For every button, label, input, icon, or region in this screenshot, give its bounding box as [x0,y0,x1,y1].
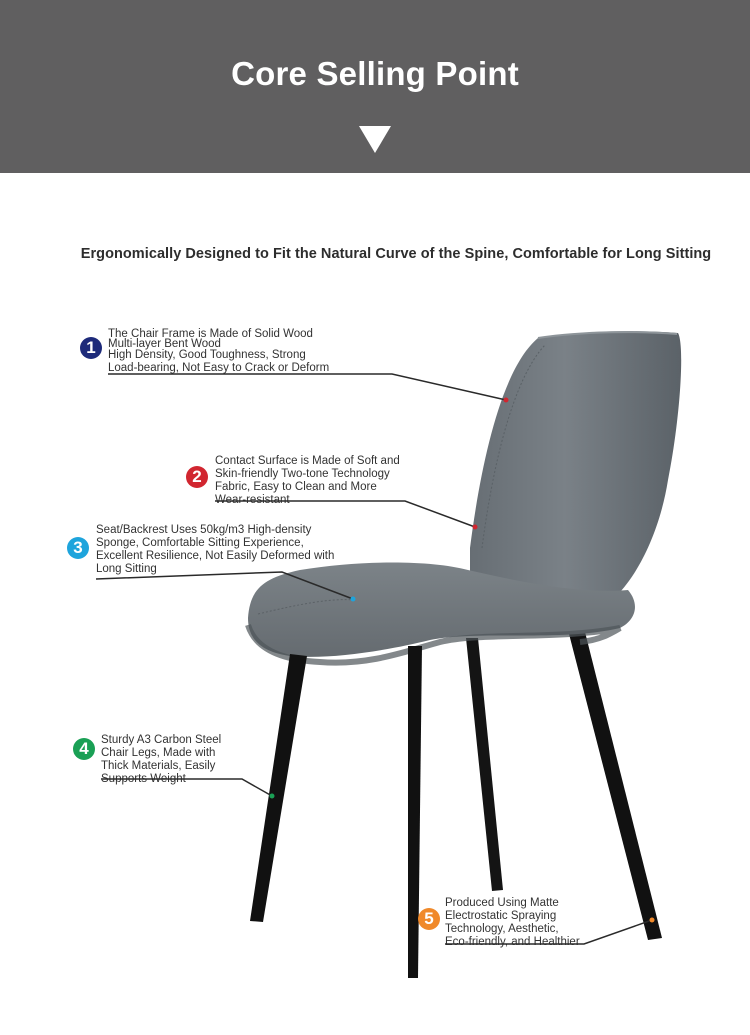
pointer-dot-5 [650,918,655,923]
feature-1-line: High Density, Good Toughness, Strong [108,349,306,361]
feature-1-line: The Chair Frame is Made of Solid Wood [108,328,313,340]
feature-5-line: Electrostatic Spraying [445,910,557,922]
feature-2-line: Fabric, Easy to Clean and More [215,481,377,493]
badge-4: 4 [73,738,95,760]
feature-5-line: Produced Using Matte [445,897,559,909]
badge-1: 1 [80,337,102,359]
feature-2-line: Skin-friendly Two-tone Technology [215,468,390,480]
feature-3-line: Seat/Backrest Uses 50kg/m3 High-density [96,524,312,536]
feature-4-line: Chair Legs, Made with [101,747,216,759]
leader-line-3 [96,572,353,599]
feature-3-line: Long Sitting [96,563,157,575]
feature-5-line: Technology, Aesthetic, [445,923,559,935]
subtitle: Ergonomically Designed to Fit the Natural Curve of the Spine, Comfortable for Long Sitting [80,246,712,262]
leader-line-1 [108,374,506,400]
pointer-dot-4 [270,794,275,799]
feature-2-line: Contact Surface is Made of Soft and [215,455,400,467]
badge-3: 3 [67,537,89,559]
feature-3-line: Excellent Resilience, Not Easily Deformed with [96,550,335,562]
pointer-dot-1 [504,398,509,403]
page-title: Core Selling Point [231,55,519,92]
pointer-dot-3 [351,597,356,602]
feature-2-line: Wear-resistant [215,494,290,506]
feature-5-line: Eco-friendly, and Healthier [445,936,580,948]
feature-1-line: Multi-layer Bent Wood [108,338,221,350]
badge-2: 2 [186,466,208,488]
leader-line-5 [445,920,652,944]
leader-line-4 [101,779,272,796]
pointer-dot-2 [473,525,478,530]
feature-4-line: Thick Materials, Easily [101,760,216,772]
feature-4-line: Sturdy A3 Carbon Steel [101,734,222,746]
feature-1-line: Load-bearing, Not Easy to Crack or Deform [108,362,330,374]
feature-3-line: Sponge, Comfortable Sitting Experience, [96,537,304,549]
feature-4-line: Supports Weight [101,773,186,785]
leader-line-2 [215,501,475,527]
badge-5: 5 [418,908,440,930]
